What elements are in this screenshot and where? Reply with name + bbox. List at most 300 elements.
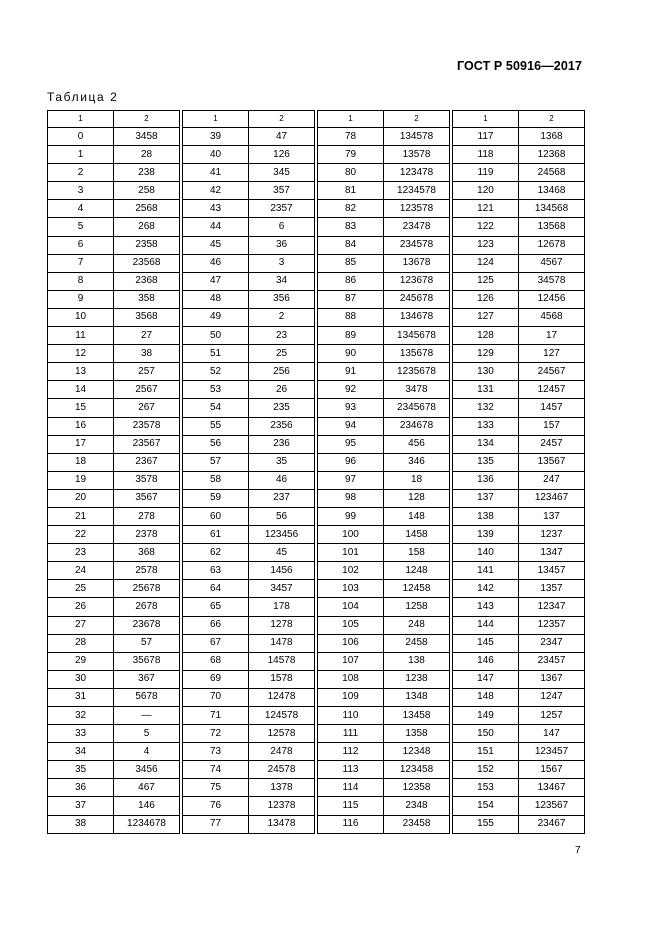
index-cell: 22 — [48, 526, 114, 544]
table-row — [453, 562, 585, 580]
code-cell: 2345678 — [384, 399, 450, 417]
table-row — [183, 417, 315, 435]
code-cell: 123478 — [384, 164, 450, 182]
code-cell: 4567 — [519, 254, 585, 272]
table-row — [318, 815, 450, 833]
table-group — [182, 110, 315, 834]
index-cell: 15 — [48, 399, 114, 417]
column-header: 2 — [249, 111, 315, 128]
index-cell: 90 — [318, 345, 384, 363]
table-row — [453, 688, 585, 706]
index-cell: 8 — [48, 272, 114, 290]
table-row — [183, 327, 315, 345]
index-cell: 32 — [48, 707, 114, 725]
code-cell: 3567 — [114, 489, 180, 507]
code-cell: 157 — [519, 417, 585, 435]
table-row — [318, 526, 450, 544]
table-row — [318, 707, 450, 725]
code-cell: 128 — [384, 489, 450, 507]
table-row — [183, 670, 315, 688]
index-cell: 3 — [48, 182, 114, 200]
column-header: 1 — [318, 111, 384, 128]
column-header: 1 — [183, 111, 249, 128]
code-cell: 368 — [114, 544, 180, 562]
code-cell: 1345678 — [384, 327, 450, 345]
index-cell: 125 — [453, 272, 519, 290]
index-cell: 73 — [183, 743, 249, 761]
table-row — [48, 616, 180, 634]
code-cell: 13578 — [384, 146, 450, 164]
table-row — [48, 363, 180, 381]
code-cell: 13468 — [519, 182, 585, 200]
index-cell: 124 — [453, 254, 519, 272]
code-cell: 25678 — [114, 580, 180, 598]
code-cell: 245678 — [384, 290, 450, 308]
header-row — [453, 111, 585, 128]
code-cell: 2458 — [384, 634, 450, 652]
code-cell: 148 — [384, 507, 450, 525]
code-cell: 1238 — [384, 670, 450, 688]
table-row — [183, 489, 315, 507]
code-cell: 3456 — [114, 761, 180, 779]
index-cell: 83 — [318, 218, 384, 236]
index-cell: 16 — [48, 417, 114, 435]
index-cell: 36 — [48, 779, 114, 797]
code-cell: 34578 — [519, 272, 585, 290]
code-cell: 123456 — [249, 526, 315, 544]
table-row — [48, 598, 180, 616]
table-row — [48, 182, 180, 200]
index-cell: 101 — [318, 544, 384, 562]
index-cell: 112 — [318, 743, 384, 761]
code-cell: 56 — [249, 507, 315, 525]
index-cell: 74 — [183, 761, 249, 779]
index-cell: 75 — [183, 779, 249, 797]
table-row — [48, 399, 180, 417]
table-row — [48, 471, 180, 489]
code-cell: 36 — [249, 236, 315, 254]
table-row — [453, 652, 585, 670]
index-cell: 108 — [318, 670, 384, 688]
code-cell: 24578 — [249, 761, 315, 779]
code-cell: 2568 — [114, 200, 180, 218]
index-cell: 69 — [183, 670, 249, 688]
index-cell: 51 — [183, 345, 249, 363]
table-row — [318, 417, 450, 435]
code-cell: 2367 — [114, 453, 180, 471]
code-cell: 12457 — [519, 381, 585, 399]
code-cell: 12378 — [249, 797, 315, 815]
code-cell: 1367 — [519, 670, 585, 688]
index-cell: 23 — [48, 544, 114, 562]
index-cell: 121 — [453, 200, 519, 218]
code-cell: 17 — [519, 327, 585, 345]
code-cell: — — [114, 707, 180, 725]
table-row — [453, 200, 585, 218]
code-cell: 1456 — [249, 562, 315, 580]
index-cell: 1 — [48, 146, 114, 164]
table-row — [48, 200, 180, 218]
code-cell: 1247 — [519, 688, 585, 706]
index-cell: 97 — [318, 471, 384, 489]
code-cell: 6 — [249, 218, 315, 236]
index-cell: 130 — [453, 363, 519, 381]
code-cell: 1368 — [519, 128, 585, 146]
header-row — [183, 111, 315, 128]
code-cell: 23467 — [519, 815, 585, 833]
index-cell: 144 — [453, 616, 519, 634]
code-cell: 12458 — [384, 580, 450, 598]
index-cell: 70 — [183, 688, 249, 706]
index-cell: 119 — [453, 164, 519, 182]
code-cell: 234578 — [384, 236, 450, 254]
code-cell: 2357 — [249, 200, 315, 218]
index-cell: 12 — [48, 345, 114, 363]
code-cell: 3478 — [384, 381, 450, 399]
index-cell: 71 — [183, 707, 249, 725]
code-cell: 23568 — [114, 254, 180, 272]
code-cell: 12347 — [519, 598, 585, 616]
table-row — [318, 580, 450, 598]
code-cell: 35678 — [114, 652, 180, 670]
index-cell: 98 — [318, 489, 384, 507]
code-cell: 124578 — [249, 707, 315, 725]
index-cell: 58 — [183, 471, 249, 489]
code-cell: 12368 — [519, 146, 585, 164]
index-cell: 92 — [318, 381, 384, 399]
index-cell: 106 — [318, 634, 384, 652]
table-row — [453, 707, 585, 725]
table-row — [48, 634, 180, 652]
code-cell: 26 — [249, 381, 315, 399]
code-cell: 123458 — [384, 761, 450, 779]
code-cell: 234678 — [384, 417, 450, 435]
index-cell: 110 — [318, 707, 384, 725]
code-cell: 4568 — [519, 308, 585, 326]
table-row — [183, 399, 315, 417]
table-row — [453, 761, 585, 779]
table-row — [453, 254, 585, 272]
table-row — [318, 254, 450, 272]
index-cell: 53 — [183, 381, 249, 399]
table-row — [48, 327, 180, 345]
table-row — [183, 345, 315, 363]
index-cell: 133 — [453, 417, 519, 435]
code-cell: 1458 — [384, 526, 450, 544]
code-cell: 1578 — [249, 670, 315, 688]
table-row — [453, 182, 585, 200]
table-row — [48, 562, 180, 580]
index-cell: 14 — [48, 381, 114, 399]
table-group — [47, 110, 180, 834]
index-cell: 62 — [183, 544, 249, 562]
code-cell: 12456 — [519, 290, 585, 308]
table-row — [183, 435, 315, 453]
index-cell: 37 — [48, 797, 114, 815]
index-cell: 27 — [48, 616, 114, 634]
table-row — [318, 363, 450, 381]
index-cell: 139 — [453, 526, 519, 544]
table-row — [453, 507, 585, 525]
code-cell: 236 — [249, 435, 315, 453]
code-cell: 358 — [114, 290, 180, 308]
code-cell: 2347 — [519, 634, 585, 652]
code-cell: 13567 — [519, 453, 585, 471]
table-row — [453, 272, 585, 290]
code-cell: 18 — [384, 471, 450, 489]
code-cell: 268 — [114, 218, 180, 236]
table-row — [453, 815, 585, 833]
table-row — [48, 580, 180, 598]
index-cell: 109 — [318, 688, 384, 706]
index-cell: 63 — [183, 562, 249, 580]
index-cell: 132 — [453, 399, 519, 417]
code-cell: 137 — [519, 507, 585, 525]
code-cell: 1278 — [249, 616, 315, 634]
table-caption: Таблица 2 — [47, 90, 119, 104]
table-row — [318, 272, 450, 290]
table-row — [48, 128, 180, 146]
table-row — [48, 435, 180, 453]
index-cell: 95 — [318, 435, 384, 453]
code-cell: 12358 — [384, 779, 450, 797]
table-row — [183, 200, 315, 218]
table-row — [318, 779, 450, 797]
table-row — [48, 272, 180, 290]
standard-designation: ГОСТ Р 50916—2017 — [456, 59, 582, 73]
table-row — [318, 218, 450, 236]
table-row — [453, 417, 585, 435]
index-cell: 153 — [453, 779, 519, 797]
code-cell: 1237 — [519, 526, 585, 544]
table-row — [318, 562, 450, 580]
table-row — [318, 381, 450, 399]
code-cell: 237 — [249, 489, 315, 507]
index-cell: 46 — [183, 254, 249, 272]
index-cell: 129 — [453, 345, 519, 363]
index-cell: 6 — [48, 236, 114, 254]
code-cell: 146 — [114, 797, 180, 815]
index-cell: 33 — [48, 725, 114, 743]
code-cell: 123567 — [519, 797, 585, 815]
index-cell: 85 — [318, 254, 384, 272]
table-row — [318, 327, 450, 345]
table-row — [318, 308, 450, 326]
code-cell: 2567 — [114, 381, 180, 399]
table-row — [183, 164, 315, 182]
code-cell: 24568 — [519, 164, 585, 182]
index-cell: 81 — [318, 182, 384, 200]
code-cell: 123578 — [384, 200, 450, 218]
index-cell: 84 — [318, 236, 384, 254]
index-cell: 61 — [183, 526, 249, 544]
table-row — [183, 562, 315, 580]
index-cell: 148 — [453, 688, 519, 706]
code-cell: 2368 — [114, 272, 180, 290]
code-cell: 23457 — [519, 652, 585, 670]
index-cell: 41 — [183, 164, 249, 182]
index-cell: 152 — [453, 761, 519, 779]
table-row — [318, 435, 450, 453]
index-cell: 127 — [453, 308, 519, 326]
code-cell: 1378 — [249, 779, 315, 797]
index-cell: 142 — [453, 580, 519, 598]
index-cell: 7 — [48, 254, 114, 272]
code-cell: 467 — [114, 779, 180, 797]
table-row — [318, 725, 450, 743]
table-row — [453, 435, 585, 453]
index-cell: 120 — [453, 182, 519, 200]
index-cell: 151 — [453, 743, 519, 761]
index-cell: 93 — [318, 399, 384, 417]
index-cell: 65 — [183, 598, 249, 616]
header-row — [318, 111, 450, 128]
code-cell: 5 — [114, 725, 180, 743]
code-cell: 135678 — [384, 345, 450, 363]
index-cell: 122 — [453, 218, 519, 236]
index-cell: 5 — [48, 218, 114, 236]
column-header: 2 — [114, 111, 180, 128]
code-cell: 38 — [114, 345, 180, 363]
index-cell: 116 — [318, 815, 384, 833]
code-cell: 57 — [114, 634, 180, 652]
index-cell: 143 — [453, 598, 519, 616]
table-row — [183, 308, 315, 326]
table-row — [48, 815, 180, 833]
index-cell: 137 — [453, 489, 519, 507]
code-cell: 134578 — [384, 128, 450, 146]
code-cell: 267 — [114, 399, 180, 417]
code-cell: 23478 — [384, 218, 450, 236]
index-cell: 141 — [453, 562, 519, 580]
column-header: 1 — [453, 111, 519, 128]
page-number: 7 — [575, 845, 581, 856]
index-cell: 24 — [48, 562, 114, 580]
index-cell: 25 — [48, 580, 114, 598]
table-row — [183, 743, 315, 761]
table-row — [453, 779, 585, 797]
table-row — [48, 489, 180, 507]
table-row — [318, 164, 450, 182]
table-row — [453, 218, 585, 236]
index-cell: 134 — [453, 435, 519, 453]
code-cell: 123467 — [519, 489, 585, 507]
table-row — [48, 652, 180, 670]
code-cell: 2378 — [114, 526, 180, 544]
index-cell: 38 — [48, 815, 114, 833]
table-row — [183, 688, 315, 706]
index-cell: 42 — [183, 182, 249, 200]
table-row — [453, 453, 585, 471]
code-cell: 235 — [249, 399, 315, 417]
table-row — [183, 128, 315, 146]
code-cell: 13568 — [519, 218, 585, 236]
table-row — [318, 688, 450, 706]
table-row — [318, 743, 450, 761]
table-row — [48, 218, 180, 236]
index-cell: 111 — [318, 725, 384, 743]
index-cell: 67 — [183, 634, 249, 652]
table-row — [183, 272, 315, 290]
table-row — [183, 453, 315, 471]
table-row — [318, 290, 450, 308]
index-cell: 39 — [183, 128, 249, 146]
code-cell: 27 — [114, 327, 180, 345]
index-cell: 49 — [183, 308, 249, 326]
code-cell: 23678 — [114, 616, 180, 634]
index-cell: 59 — [183, 489, 249, 507]
table-row — [183, 616, 315, 634]
table-row — [183, 507, 315, 525]
table-row — [48, 743, 180, 761]
index-cell: 20 — [48, 489, 114, 507]
index-cell: 100 — [318, 526, 384, 544]
table-row — [453, 164, 585, 182]
index-cell: 78 — [318, 128, 384, 146]
index-cell: 105 — [318, 616, 384, 634]
table-row — [48, 345, 180, 363]
table-row — [318, 616, 450, 634]
table-row — [453, 381, 585, 399]
index-cell: 55 — [183, 417, 249, 435]
index-cell: 44 — [183, 218, 249, 236]
table-row — [453, 598, 585, 616]
index-cell: 126 — [453, 290, 519, 308]
table-row — [318, 670, 450, 688]
index-cell: 115 — [318, 797, 384, 815]
index-cell: 118 — [453, 146, 519, 164]
table-group — [452, 110, 585, 834]
index-cell: 140 — [453, 544, 519, 562]
code-cell: 1357 — [519, 580, 585, 598]
table-row — [183, 634, 315, 652]
code-cell: 2478 — [249, 743, 315, 761]
code-cell: 3568 — [114, 308, 180, 326]
code-cell: 23578 — [114, 417, 180, 435]
index-cell: 31 — [48, 688, 114, 706]
table-row — [318, 345, 450, 363]
table-row — [453, 345, 585, 363]
index-cell: 149 — [453, 707, 519, 725]
code-cell: 46 — [249, 471, 315, 489]
table-row — [453, 526, 585, 544]
code-cell: 123678 — [384, 272, 450, 290]
table-row — [453, 399, 585, 417]
code-cell: 24567 — [519, 363, 585, 381]
code-cell: 3457 — [249, 580, 315, 598]
code-cell: 258 — [114, 182, 180, 200]
code-cell: 2356 — [249, 417, 315, 435]
index-cell: 72 — [183, 725, 249, 743]
table-row — [183, 725, 315, 743]
index-cell: 47 — [183, 272, 249, 290]
table-row — [48, 707, 180, 725]
table-row — [48, 453, 180, 471]
table-row — [318, 146, 450, 164]
code-cell: 12578 — [249, 725, 315, 743]
code-table — [47, 110, 585, 834]
code-cell: 134568 — [519, 200, 585, 218]
code-cell: 1248 — [384, 562, 450, 580]
code-cell: 5678 — [114, 688, 180, 706]
index-cell: 138 — [453, 507, 519, 525]
index-cell: 76 — [183, 797, 249, 815]
code-cell: 35 — [249, 453, 315, 471]
code-cell: 134678 — [384, 308, 450, 326]
table-row — [48, 290, 180, 308]
table-row — [453, 725, 585, 743]
code-cell: 345 — [249, 164, 315, 182]
